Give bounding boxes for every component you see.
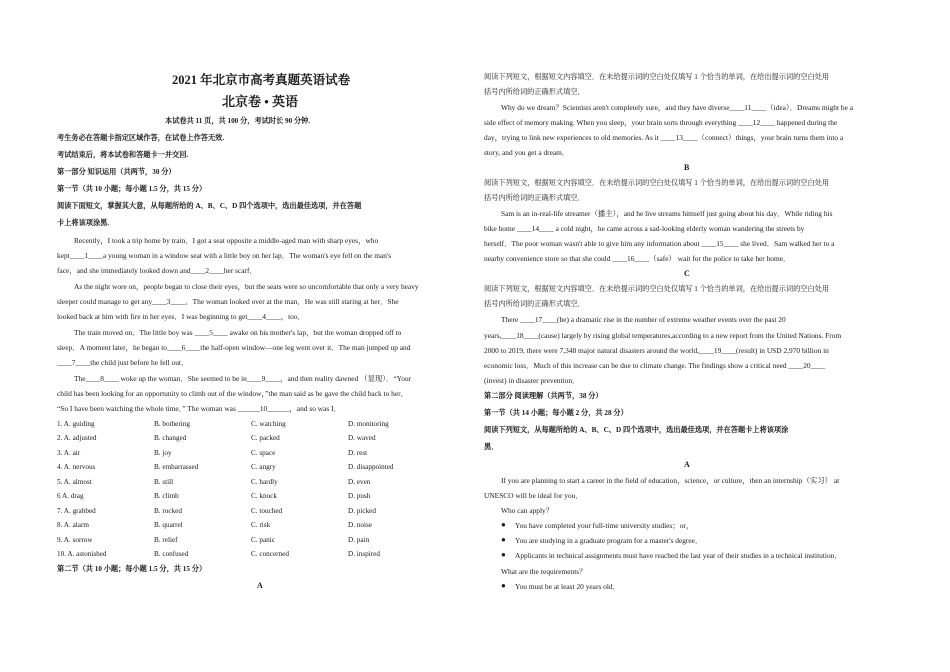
passage-line: ____7____the child just before he fell out． [57,358,189,367]
passage-b-line: herself．The poor woman wasn't able to give him any information about ____15____ she lived．Sam walked her to a [484,239,835,248]
option-1b: B. bothering [154,420,190,428]
passage-a-line: day，trying to link new experiences to old memories. As it ____13____（connect）things，your brain turns them into a [484,133,844,142]
instruction-line-1: 阅读下面短文，掌握其大意，从每题所给的 A、B、C、D 四个选项中，选出最佳选项，并在答题 [57,202,362,210]
passage-line: kept____1____a young woman in a window seat with a little boy on her lap．The woman's eye fell on the man's [57,251,392,260]
option-2a: 2. A. adjusted [57,434,97,442]
reading-line: UNESCO will be ideal for you． [484,491,583,500]
option-10a: 10. A. astonished [57,550,107,558]
instruction-a-line-2: 括号内所给词的正确形式填空． [484,88,585,96]
option-3d: D. rest [348,449,368,457]
requirements-question: What are the requirements？ [501,567,587,576]
section-label-a: A [684,460,690,469]
bullet-item: You are studying in a graduate program for a master's degree． [515,536,703,545]
option-7a: 7. A. grabbed [57,507,96,515]
passage-line: Recently，I took a trip home by train．I got a seat opposite a middle-aged man with sharp eyes，who [74,236,379,245]
passage-line: looked back at him with fire in her eyes．I was beginning to get____4____，too． [57,312,305,321]
instruction-line-2: 卡上将该项涂黑. [57,219,110,227]
option-1a: 1. A. guiding [57,420,95,428]
passage-a-line: story, and you get a dream． [484,148,570,157]
option-4a: 4. A. nervous [57,463,96,471]
option-6a: 6 A. drag [57,492,84,500]
bullet-item: You must be at least 20 years old． [515,582,620,591]
section-label-c: C [684,269,690,278]
option-7b: B. rocked [154,507,182,515]
reading-line: Who can apply？ [501,506,554,515]
passage-c-line: 2000 to 2019, there were 7,348 major natural disasters around the world,____19____(result) in USD 2,970 billion in [484,346,829,355]
notice-1: 考生务必在答题卡指定区域作答，在试卷上作答无效. [57,134,225,142]
bullet-icon: ● [501,581,506,590]
option-6c: C. knock [251,492,277,500]
exam-title: 2021 年北京市高考真题英语试卷 [172,73,351,87]
option-9a: 9. A. sorrow [57,536,93,544]
passage-line: sleep．A moment later，he began to____6____the half-open window—one leg went over it．The man jumped up and [57,343,411,352]
instruction-b-line-2: 括号内所给词的正确形式填空． [484,194,585,202]
reading-line: If you are planning to start a career in the field of education，science，or culture，then an internship（实习） at [501,476,840,485]
passage-a-line: side effect of memory making. When you sleep，your brain sorts through everything ____12____ happened during the [484,118,838,127]
notice-2: 考试结束后，将本试卷和答题卡一并交回. [57,151,189,159]
option-10b: B. confused [154,550,189,558]
option-5c: C. hardly [251,478,278,486]
bullet-icon: ● [501,535,506,544]
option-5b: B. still [154,478,174,486]
passage-c-line: years,____18____(cause) largely by rising global temperatures,according to a new report from the United Nations. From [484,331,842,340]
option-1c: C. watching [251,420,286,428]
passage-line: “So I have been watching the whole time．” The woman was ______10______，and so was I． [57,404,341,413]
instruction-c-line-1: 阅读下列短文，根据短文内容填空．在未给提示词的空白处仅填写 1 个恰当的单词，在给出提示词的空白处用 [484,285,830,293]
option-5d: D. even [348,478,371,486]
exam-info: 本试卷共 11 页，共 100 分，考试时长 90 分钟. [165,117,311,125]
passage-line: face，and she immediately looked down and____2____her scarf． [57,266,257,275]
passage-b-line: bike home ____14____ a cold night，he came across a sad-looking elderly woman wandering the streets by [484,224,805,233]
passage-a-line: Why do we dream？Scientists aren't completely sure，and they have diverse____11____（idea）．Dreams might be a [501,103,854,112]
option-6b: B. climb [154,492,179,500]
bullet-icon: ● [501,550,506,559]
option-3b: B. joy [154,449,172,457]
passage-line: The____8____ woke up the woman．She seemed to be in____9____，and then reality dawned （显现）．“Your [74,374,412,383]
part-1-heading: 第一部分 知识运用（共两节，30 分） [57,168,176,176]
option-8b: B. quarrel [154,521,183,529]
section-label-b: B [684,163,690,172]
option-10c: C. concerned [251,550,289,558]
passage-c-line: economic loss．Much of this increase can be due to climate change. The findings show a critical need ____20____ [484,361,826,370]
instruction-d-line-1: 阅读下列短文，从每题所给的 A、B、C、D 四个选项中，选出最佳选项，并在答题卡上将该项涂 [484,426,789,434]
exam-subtitle: 北京卷 • 英语 [222,94,299,109]
option-1d: D. monitoring [348,420,389,428]
option-8d: D. noise [348,521,372,529]
option-5a: 5. A. almost [57,478,92,486]
option-8a: 8. A. alarm [57,521,89,529]
option-2b: B. changed [154,434,187,442]
option-6d: D. push [348,492,371,500]
option-4c: C. angry [251,463,276,471]
passage-line: child has been looking for an opportunity to climb out of the window，”the man said as he gave the child back to her． [57,389,408,398]
instruction-a-line-1: 阅读下列短文，根据短文内容填空．在未给提示词的空白处仅填写 1 个恰当的单词，在给出提示词的空白处用 [484,73,830,81]
passage-line: As the night wore on，people began to close their eyes，but the seats were so uncomfortable that only a very heavy [74,282,419,291]
passage-c-line: There ____17____(be) a dramatic rise in the number of extreme weather events over the past 20 [501,315,786,324]
instruction-c-line-2: 括号内所给词的正确形式填空． [484,300,585,308]
passage-line: The train moved on．The little boy was ____5____ awake on his mother's lap，but the woman dropped off to [74,328,402,337]
option-2c: C. packed [251,434,280,442]
option-3c: C. space [251,449,276,457]
passage-b-line: Sam is an in-real-life streamer（播主），and he live streams himself just going about his day．While riding his [501,209,833,218]
option-8c: C. risk [251,521,271,529]
option-7d: D. picked [348,507,376,515]
option-9d: D. pain [348,536,370,544]
bullet-item: You have completed your full-time university studies；or， [515,521,694,530]
passage-c-line: (invest) in disaster prevention． [484,376,580,385]
part-2-heading: 第二部分 阅读理解（共两节，38 分） [484,392,603,400]
option-9b: B. relief [154,536,178,544]
instruction-d-line-2: 黑． [484,443,499,451]
part-2-section-1-heading: 第一节（共 14 小题；每小题 2 分，共 28 分） [484,409,628,417]
section-1-heading: 第一节（共 10 小题；每小题 1.5 分，共 15 分） [57,185,207,193]
bullet-icon: ● [501,520,506,529]
option-4b: B. embarrassed [154,463,199,471]
passage-line: sleeper could manage to get any____3____．The woman looked over at the man．He was still staring at her．She [57,297,399,306]
option-2d: D. waved [348,434,376,442]
option-9c: C. panic [251,536,275,544]
section-2-heading: 第二节（共 10 小题；每小题 1.5 分，共 15 分） [57,565,207,573]
option-7c: C. touched [251,507,283,515]
instruction-b-line-1: 阅读下列短文，根据短文内容填空．在未给提示词的空白处仅填写 1 个恰当的单词，在给出提示词的空白处用 [484,179,830,187]
option-3a: 3. A. air [57,449,81,457]
bullet-item: Applicants in technical assignments must have reached the last year of their studies in a technical institution． [515,551,842,560]
option-4d: D. disappointed [348,463,394,471]
passage-b-line: nearby convenience store so that she could ____16____（safe） wait for the police to take her home． [484,254,791,263]
section-2-label-a: A [257,581,263,590]
option-10d: D. inspired [348,550,380,558]
